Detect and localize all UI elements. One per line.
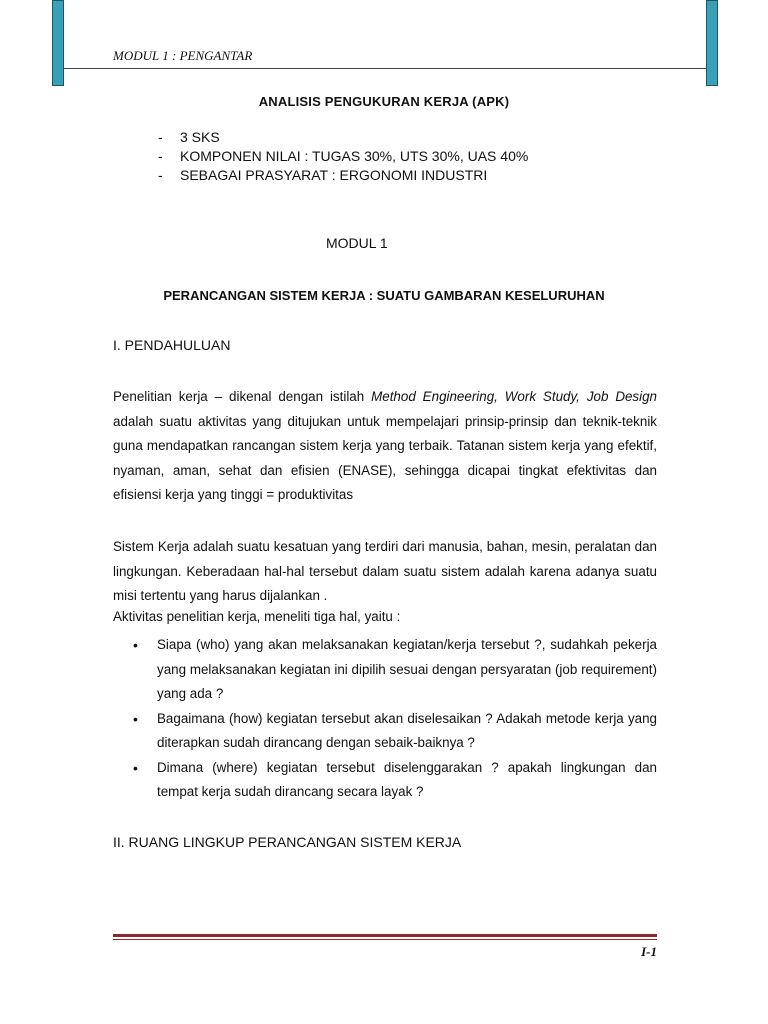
paragraph-1 bbox=[113, 385, 657, 508]
right-margin-bar bbox=[706, 0, 718, 86]
paragraph-2: Sistem Kerja adalah suatu kesatuan yang terdiri dari manusia, bahan, mesin, peralatan dan lingkungan. Keberadaan hal-hal tersebut dalam suatu sistem adalah karena adanya suatu misi tertentu yang harus dijalankan . bbox=[113, 539, 657, 603]
info-item: - SEBAGAI PRASYARAT : ERGONOMI INDUSTRI bbox=[158, 166, 528, 185]
page-number: I-1 bbox=[641, 944, 657, 959]
modul-label: MODUL 1 bbox=[326, 235, 388, 251]
info-item: - 3 SKS bbox=[158, 128, 528, 147]
paragraph-1-terms: Method Engineering, Work Study, Job Design bbox=[371, 389, 657, 404]
paragraph-3: Aktivitas penelitian kerja, meneliti tiga hal, yaitu : bbox=[113, 609, 401, 624]
section-heading-1: I. PENDAHULUAN bbox=[113, 337, 231, 353]
left-margin-bar bbox=[52, 0, 64, 86]
list-item: • Siapa (who) yang akan melaksanakan kegiatan/kerja tersebut ?, sudahkah pekerja yang melaksanakan kegiatan ini dipilih sesuai dengan persyaratan (job requirement) yang ada ? bbox=[113, 633, 657, 707]
running-header: MODUL 1 : PENGANTAR bbox=[113, 48, 253, 63]
info-item: - KOMPONEN NILAI : TUGAS 30%, UTS 30%, UAS 40% bbox=[158, 147, 528, 166]
footer-divider-thin bbox=[113, 939, 657, 940]
paragraph-1-start: Penelitian kerja – dikenal dengan istilah bbox=[113, 389, 372, 404]
header-divider bbox=[64, 68, 706, 69]
list-item: • Dimana (where) kegiatan tersebut diselenggarakan ? apakah lingkungan dan tempat kerja sudah dirancang secara layak ? bbox=[113, 756, 657, 805]
list-item: • Bagaimana (how) kegiatan tersebut akan diselesaikan ? Adakah metode kerja yang diterapkan sudah dirancang dengan sebaik-baiknya ? bbox=[113, 707, 657, 756]
section-heading-2: II. RUANG LINGKUP PERANCANGAN SISTEM KERJA bbox=[113, 834, 462, 850]
document-title: ANALISIS PENGUKURAN KERJA (APK) bbox=[258, 94, 510, 109]
modul-label-row bbox=[0, 235, 712, 251]
research-bullet-list bbox=[113, 633, 657, 805]
footer-divider-thick bbox=[113, 934, 657, 937]
chapter-subtitle: PERANCANGAN SISTEM KERJA : SUATU GAMBARAN KESELURUHAN bbox=[163, 288, 605, 303]
course-info-list bbox=[158, 128, 528, 185]
paragraph-1-rest: adalah suatu aktivitas yang ditujukan untuk mempelajari prinsip-prinsip dan teknik-teknik guna mendapatkan rancangan sistem kerja yang terbaik. Tatanan sistem kerja yang efektif, nyaman, aman, sehat dan efisien (ENASE), sehingga dicapai tingkat efektivitas dan efisiensi kerja yang tinggi = produktivitas bbox=[113, 413, 657, 502]
